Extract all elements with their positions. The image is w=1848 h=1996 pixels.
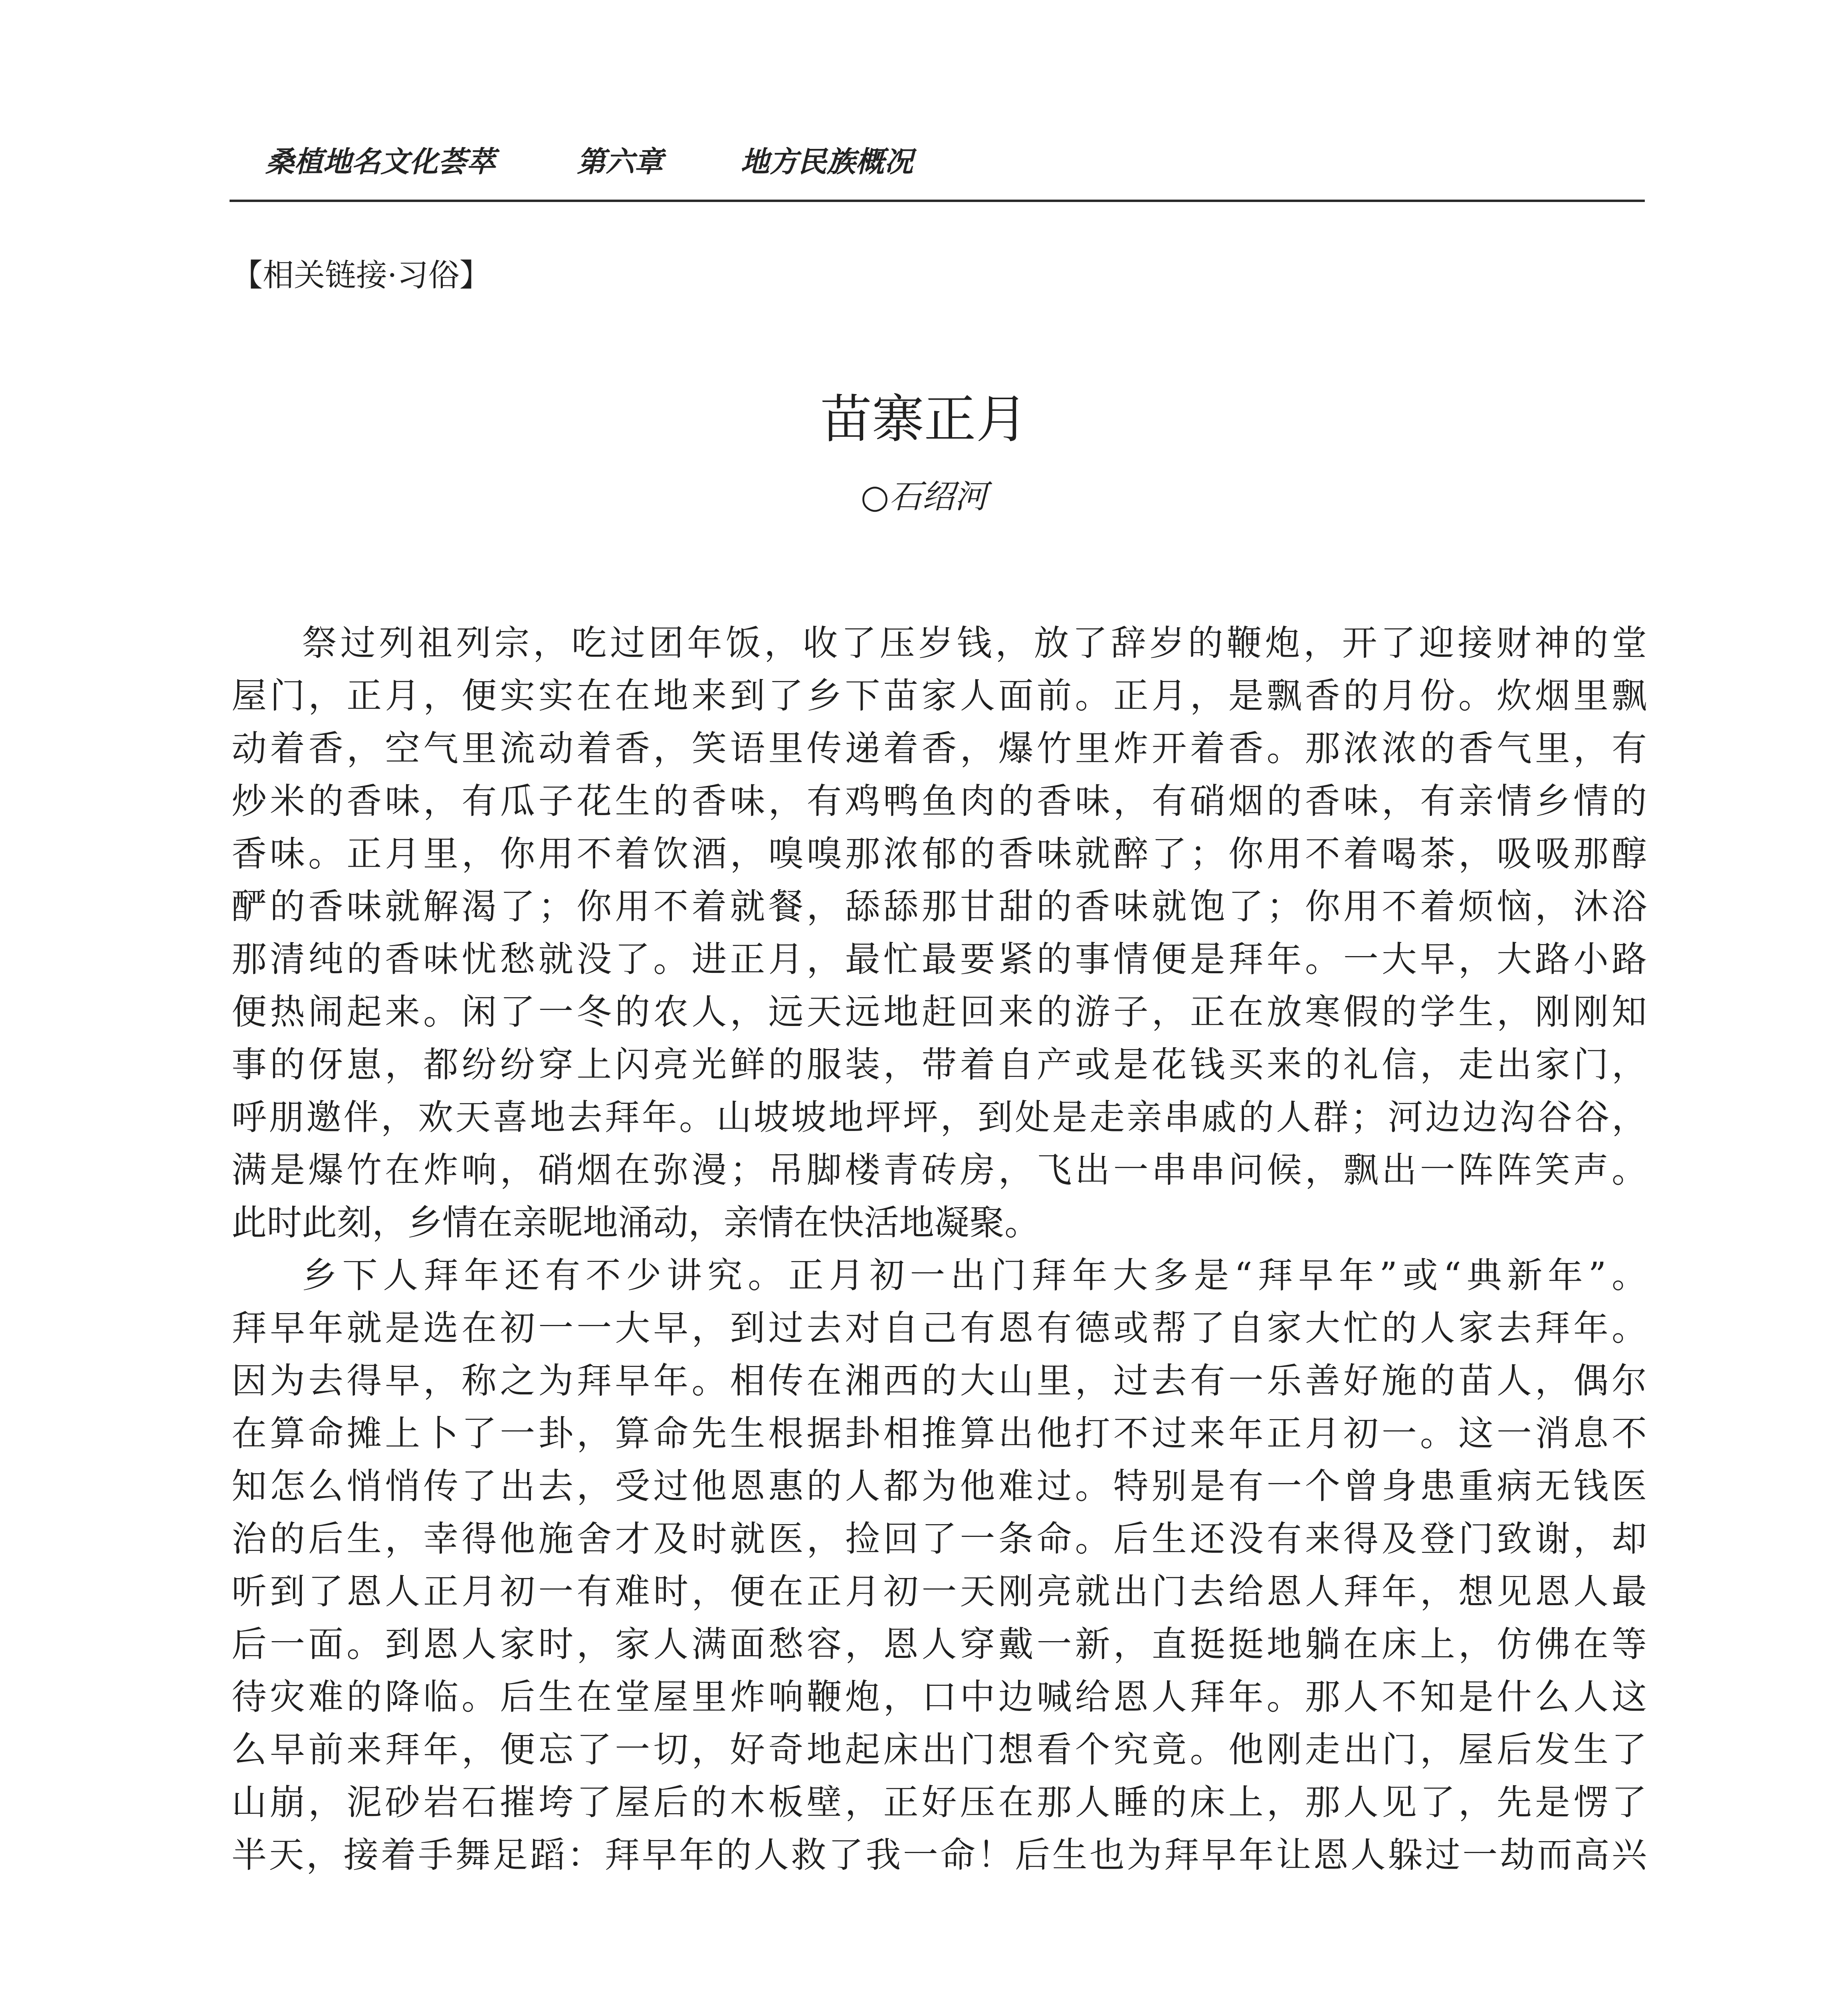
text-line: 拜早年就是选在初一一大早，到过去对自己有恩有德或帮了自家大忙的人家去拜年。 xyxy=(232,1307,1647,1348)
text-line: 酽的香味就解渴了；你用不着就餐，舔舔那甘甜的香味就饱了；你用不着烦恼，沐浴 xyxy=(232,886,1647,927)
text-line: 香味。正月里，你用不着饮酒，嗅嗅那浓郁的香味就醉了；你用不着喝茶，吸吸那醇 xyxy=(232,833,1647,874)
text-line: 此时此刻，乡情在亲昵地涌动，亲情在快活地凝聚。 xyxy=(232,1202,1040,1243)
header-rule xyxy=(230,200,1645,202)
text-line: 祭过列祖列宗，吃过团年饭，收了压岁钱，放了辞岁的鞭炮，开了迎接财神的堂 xyxy=(302,622,1647,663)
text-line: 后一面。到恩人家时，家人满面愁容，恩人穿戴一新，直挺挺地躺在床上，仿佛在等 xyxy=(232,1624,1647,1665)
text-line: 知怎么悄悄传了出去，受过他恩惠的人都为他难过。特别是有一个曾身患重病无钱医 xyxy=(232,1465,1647,1507)
book-title: 桑植地名文化荟萃 xyxy=(265,145,496,178)
article-title: 苗寨正月 xyxy=(820,389,1028,449)
text-line: 因为去得早，称之为拜早年。相传在湘西的大山里，过去有一乐善好施的苗人，偶尔 xyxy=(232,1360,1647,1401)
text-line: 在算命摊上卜了一卦，算命先生根据卦相推算出他打不过来年正月初一。这一消息不 xyxy=(232,1413,1647,1454)
text-line: 炒米的香味，有瓜子花生的香味，有鸡鸭鱼肉的香味，有硝烟的香味，有亲情乡情的 xyxy=(232,780,1647,822)
text-line: 山崩，泥砂岩石摧垮了屋后的木板壁，正好压在那人睡的床上，那人见了，先是愣了 xyxy=(232,1782,1647,1823)
running-header xyxy=(265,144,913,180)
text-line: 动着香，空气里流动着香，笑语里传递着香，爆竹里炸开着香。那浓浓的香气里，有 xyxy=(232,728,1647,769)
text-line: 听到了恩人正月初一有难时，便在正月初一天刚亮就出门去给恩人拜年，想见恩人最 xyxy=(232,1571,1647,1612)
text-line: 那清纯的香味忧愁就没了。进正月，最忙最要紧的事情便是拜年。一大早，大路小路 xyxy=(232,939,1647,980)
text-line: 满是爆竹在炸响，硝烟在弥漫；吊脚楼青砖房，飞出一串串问候，飘出一阵阵笑声。 xyxy=(232,1149,1647,1190)
chapter-number: 第六章 xyxy=(577,145,664,178)
text-line: 治的后生，幸得他施舍才及时就医，捡回了一条命。后生还没有来得及登门致谢，却 xyxy=(232,1518,1647,1559)
text-line: 半天，接着手舞足蹈：拜早年的人救了我一命！后生也为拜早年让恩人躲过一劫而高兴 xyxy=(232,1834,1647,1875)
paragraph xyxy=(232,617,1647,1249)
author-byline: ○石绍河 xyxy=(860,478,988,516)
text-line: 呼朋邀伴，欢天喜地去拜年。山坡坡地坪坪，到处是走亲串戚的人群；河边边沟谷谷， xyxy=(232,1097,1647,1138)
chapter-title: 地方民族概况 xyxy=(741,145,913,178)
text-line: 便热闹起来。闲了一冬的农人，远天远地赶回来的游子，正在放寒假的学生，刚刚知 xyxy=(232,991,1647,1032)
text-line: 屋门，正月，便实实在在地来到了乡下苗家人面前。正月，是飘香的月份。炊烟里飘 xyxy=(232,675,1647,716)
section-label: 【相关链接·习俗】 xyxy=(232,257,491,293)
text-line: 待灾难的降临。后生在堂屋里炸响鞭炮，口中边喊给恩人拜年。那人不知是什么人这 xyxy=(232,1676,1647,1717)
paragraph xyxy=(232,1249,1647,1881)
article-body xyxy=(232,617,1647,1881)
text-line: 事的伢崽，都纷纷穿上闪亮光鲜的服装，带着自产或是花钱买来的礼信，走出家门， xyxy=(232,1044,1647,1085)
text-line: 么早前来拜年，便忘了一切，好奇地起床出门想看个究竟。他刚走出门，屋后发生了 xyxy=(232,1729,1647,1770)
text-line: 乡下人拜年还有不少讲究。正月初一出门拜年大多是“拜早年”或“典新年”。 xyxy=(302,1255,1647,1296)
